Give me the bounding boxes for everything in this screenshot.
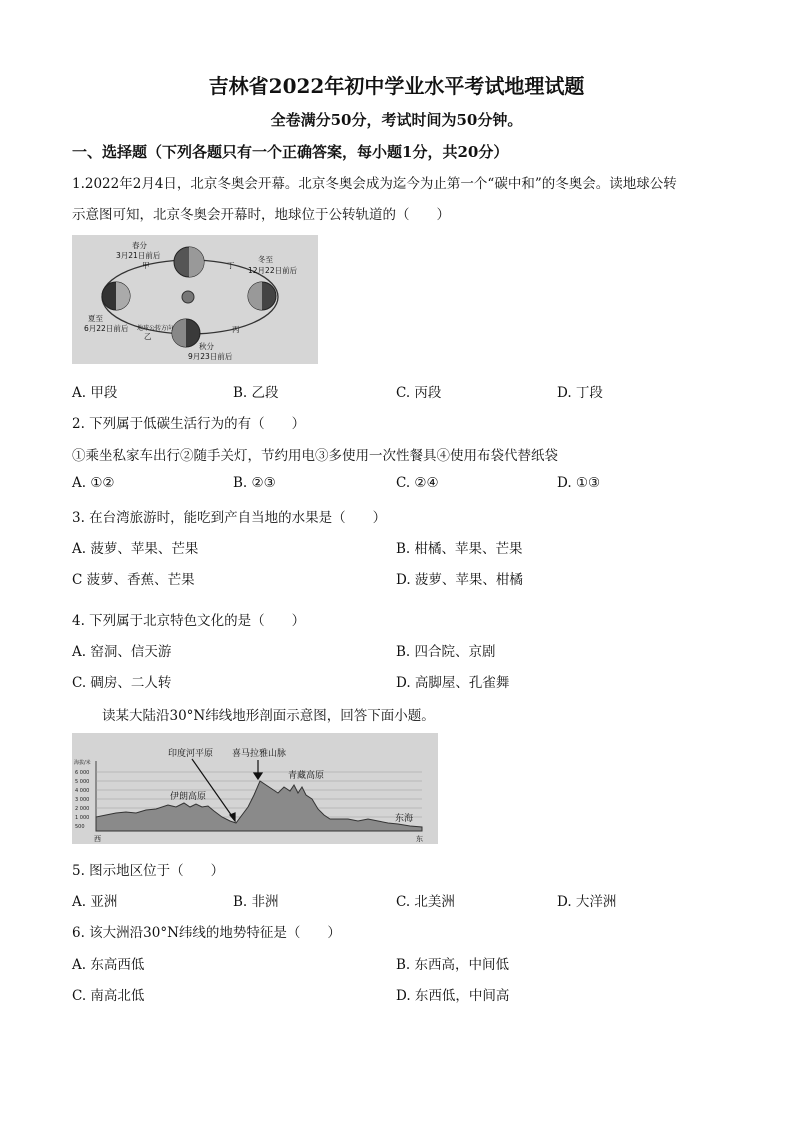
profile-tick-1000: 1 000 xyxy=(75,815,90,821)
profile-intro: 读某大陆沿30°N纬线地形剖面示意图，回答下面小题。 xyxy=(102,708,435,724)
label-indus-plain: 印度河平原 xyxy=(168,749,214,759)
q4-option-b[interactable]: B. 四合院、京剧 xyxy=(396,644,496,660)
q2-option-c[interactable]: C. ②④ xyxy=(396,475,439,491)
q4-option-c[interactable]: C. 碉房、二人转 xyxy=(72,675,172,691)
q2-option-d[interactable]: D. ①③ xyxy=(557,475,601,491)
q1-option-d[interactable]: D. 丁段 xyxy=(557,385,603,401)
profile-ylabel: 海拔/米 xyxy=(74,760,91,766)
q3-option-a[interactable]: A. 菠萝、苹果、芒果 xyxy=(72,541,199,557)
q1-stem-line2: 示意图可知，北京冬奥会开幕时，地球位于公转轨道的（ ） xyxy=(72,207,450,223)
q4-stem: 4. 下列属于北京特色文化的是（ ） xyxy=(72,613,306,629)
profile-tick-500: 500 xyxy=(75,824,85,830)
label-spring: 春分 xyxy=(132,241,147,250)
q5-option-a[interactable]: A. 亚洲 xyxy=(72,894,118,910)
label-east-sea: 东海 xyxy=(395,814,414,824)
q2-items: ①乘坐私家车出行②随手关灯，节约用电③多使用一次性餐具④使用布袋代替纸袋 xyxy=(72,448,558,464)
exam-info: 全卷满分50分，考试时间为50分钟。 xyxy=(270,111,523,129)
label-tibet-plateau: 青藏高原 xyxy=(288,771,325,781)
q5-option-d[interactable]: D. 大洋洲 xyxy=(557,894,617,910)
q2-option-b[interactable]: B. ②③ xyxy=(233,475,276,491)
q5-option-c[interactable]: C. 北美洲 xyxy=(396,894,455,910)
q2-option-a[interactable]: A. ①② xyxy=(72,475,115,491)
label-summer: 夏至 xyxy=(88,314,103,323)
q1-option-a[interactable]: A. 甲段 xyxy=(72,385,118,401)
earth-summer-icon xyxy=(102,282,130,310)
q6-option-a[interactable]: A. 东高西低 xyxy=(72,957,145,973)
section-heading: 一、选择题（下列各题只有一个正确答案，每小题1分，共20分） xyxy=(72,143,509,161)
label-autumn-date: 9月23日前后 xyxy=(188,352,233,361)
label-west: 西 xyxy=(94,835,101,843)
earth-autumn-icon xyxy=(172,319,200,347)
label-seg-jia: 甲 xyxy=(142,261,150,270)
profile-tick-3000: 3 000 xyxy=(75,797,90,803)
label-himalaya: 喜马拉雅山脉 xyxy=(232,749,287,759)
q3-option-c[interactable]: C 菠萝、香蕉、芒果 xyxy=(72,572,195,588)
profile-tick-4000: 4 000 xyxy=(75,788,90,794)
q6-option-b[interactable]: B. 东西高，中间低 xyxy=(396,957,510,973)
earth-winter-icon xyxy=(248,282,276,310)
q1-option-b[interactable]: B. 乙段 xyxy=(233,385,279,401)
label-winter-date: 12月22日前后 xyxy=(248,266,298,275)
label-autumn: 秋分 xyxy=(199,342,214,351)
label-east: 东 xyxy=(416,835,423,843)
q5-option-b[interactable]: B. 非洲 xyxy=(233,894,279,910)
profile-tick-6000: 6 000 xyxy=(75,770,90,776)
q4-option-d[interactable]: D. 高脚屋、孔雀舞 xyxy=(396,675,510,691)
label-seg-ding: 丁 xyxy=(227,261,235,270)
q3-stem: 3. 在台湾旅游时，能吃到产自当地的水果是（ ） xyxy=(72,510,387,526)
profile-tick-5000: 5 000 xyxy=(75,779,90,785)
q6-option-d[interactable]: D. 东西低，中间高 xyxy=(396,988,510,1004)
q3-option-d[interactable]: D. 菠萝、苹果、柑橘 xyxy=(396,572,523,588)
q2-stem: 2. 下列属于低碳生活行为的有（ ） xyxy=(72,416,306,432)
q6-option-c[interactable]: C. 南高北低 xyxy=(72,988,145,1004)
q4-option-a[interactable]: A. 窑洞、信天游 xyxy=(72,644,172,660)
q1-option-c[interactable]: C. 丙段 xyxy=(396,385,442,401)
terrain-profile-figure xyxy=(72,733,438,844)
page-title: 吉林省2022年初中学业水平考试地理试题 xyxy=(208,74,585,98)
q5-stem: 5. 图示地区位于（ ） xyxy=(72,863,225,879)
profile-tick-2000: 2 000 xyxy=(75,806,90,812)
label-seg-bing: 丙 xyxy=(232,325,240,334)
label-direction: 地球公转方向 xyxy=(137,325,174,332)
label-spring-date: 3月21日前后 xyxy=(116,251,161,260)
q3-option-b[interactable]: B. 柑橘、苹果、芒果 xyxy=(396,541,523,557)
label-winter: 冬至 xyxy=(258,255,273,264)
earth-orbit-figure xyxy=(72,235,318,364)
label-seg-yi: 乙 xyxy=(144,332,152,341)
q6-stem: 6. 该大洲沿30°N纬线的地势特征是（ ） xyxy=(72,925,341,941)
label-iran-plateau: 伊朗高原 xyxy=(170,792,207,802)
q1-stem-line1: 1.2022年2月4日，北京冬奥会开幕。北京冬奥会成为迄今为止第一个“碳中和”的冬奥会。读地球公转 xyxy=(72,176,677,192)
earth-spring-icon xyxy=(174,247,204,277)
label-summer-date: 6月22日前后 xyxy=(84,324,129,333)
